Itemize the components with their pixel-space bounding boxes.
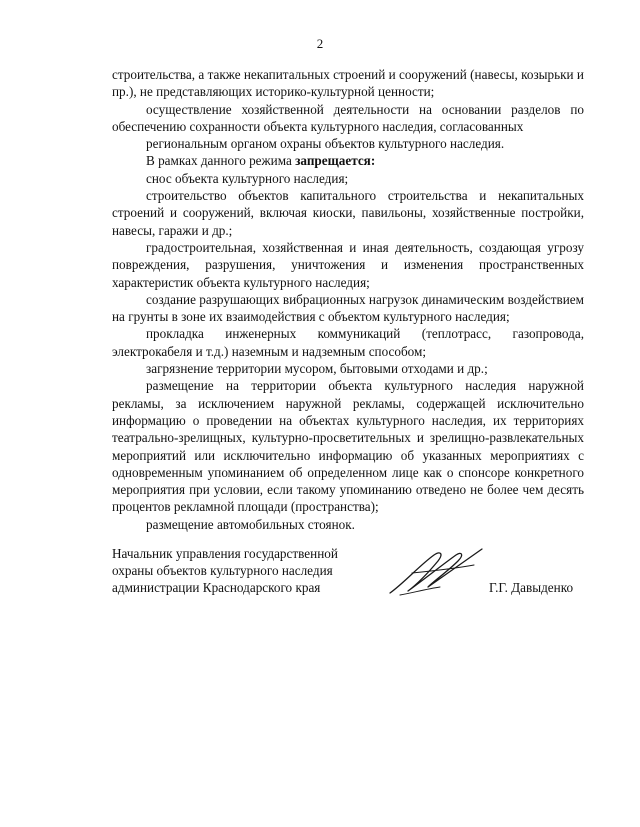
signatory-position (112, 545, 372, 596)
paragraph: создание разрушающих вибрационных нагрузок динамическим воздействием на грунты в зоне их взаимодействия с объектом культурного наследия; (112, 291, 584, 325)
paragraph: размещение на территории объекта культурного наследия наружной рекламы, за исключением наружной рекламы, содержащей исключительно информацию о проведении на объектах культурного наследия, их территориях театрально-зрелищных, культурно-просветительных и зрелищно-развлекательных мероприятий или исключительно информацию об указанных мероприятиях с одновременным упоминанием об определенном лице как о спонсоре конкретного мероприятия при условии, если такому упоминанию отведено не более чем десять процентов рекламной площади (пространства); (112, 378, 584, 515)
regime-heading (112, 152, 584, 169)
document-body (112, 66, 584, 533)
paragraph: загрязнение территории мусором, бытовыми отходами и др.; (146, 361, 488, 377)
position-line: администрации Краснодарского края (112, 580, 321, 595)
paragraph: размещение автомобильных стоянок. (146, 516, 355, 532)
signatory-name: Г.Г. Давыденко (489, 580, 574, 595)
paragraph: снос объекта культурного наследия; (146, 170, 349, 186)
paragraph: осуществление хозяйственной деятельности на основании разделов по обеспечению сохранности объекта культурного наследия, согласованных (112, 101, 584, 134)
position-line: Начальник управления государственной (112, 546, 338, 561)
page-number: 2 (316, 36, 324, 51)
position-line: охраны объектов культурного наследия (112, 563, 333, 578)
signature-block (112, 545, 584, 605)
paragraph: строительства, а также некапитальных строений и сооружений (навесы, козырьки и пр.), не представляющих историко-культурной ценности; (112, 67, 584, 100)
paragraph: строительство объектов капитального строительства и некапитальных строений и сооружений, включая киоски, павильоны, хозяйственные постройки, навесы, гаражи и др.; (112, 188, 584, 238)
regime-heading-text: В рамках данного режима (146, 153, 296, 169)
paragraph: градостроительная, хозяйственная и иная деятельность, создающая угрозу повреждения, разрушения, уничтожения и изменения пространственных характеристик объекта культурного наследия; (112, 239, 584, 290)
paragraph: региональным органом охраны объектов культурного наследия. (146, 136, 505, 152)
handwritten-signature (382, 543, 492, 601)
paragraph: прокладка инженерных коммуникаций (теплотрасс, газопровода, электрокабеля и т.д.) наземным и надземным способом; (112, 326, 584, 359)
prohibited-keyword: запрещается: (295, 153, 376, 169)
